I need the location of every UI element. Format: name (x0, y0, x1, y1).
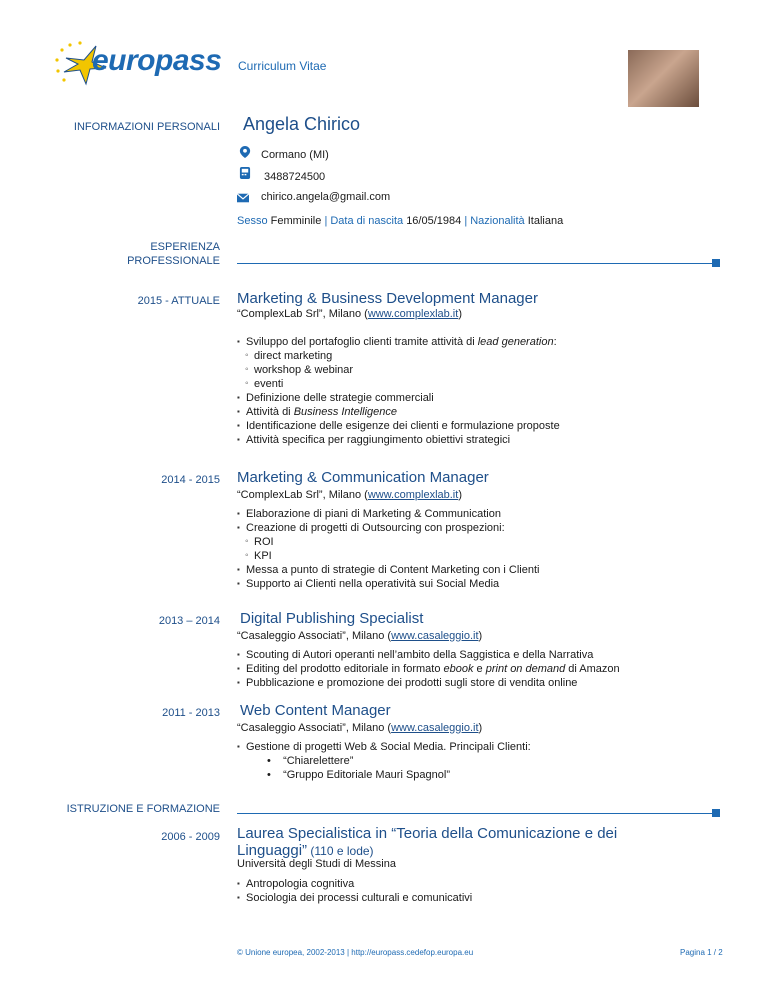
list-item: ▪ Editing del prodotto editoriale in formato ebook e print on demand di Amazon (237, 662, 707, 676)
job-duties (237, 648, 707, 690)
list-item: ▪ Messa a punto di strategie di Content Marketing con i Clienti (237, 563, 707, 577)
client-item: • “Gruppo Editoriale Mauri Spagnol” (267, 769, 450, 781)
job-employer (237, 488, 462, 502)
list-item: ▪ Antropologia cognitiva (237, 877, 707, 891)
employer-text: “Casaleggio Associati”, Milano ( (237, 630, 392, 642)
nationality-value: Italiana (527, 215, 564, 227)
job-title: Marketing & Communication Manager (237, 469, 489, 486)
job-duties (237, 740, 707, 782)
employer-text: “ComplexLab Srl”, Milano ( (237, 489, 368, 501)
employer-text: “ComplexLab Srl”, Milano ( (237, 308, 368, 320)
list-item: ◦ workshop & webinar (237, 363, 707, 377)
section-label-experience (50, 240, 220, 268)
employer-text: ) (478, 630, 483, 642)
section-label-personal: INFORMAZIONI PERSONALI (73, 121, 220, 133)
employer-link[interactable]: www.complexlab.it (367, 489, 459, 501)
list-item: ▪ Attività di Business Intelligence (237, 405, 707, 419)
job-period: 2013 – 2014 (158, 615, 220, 627)
profile-photo (628, 50, 699, 107)
phone-text: 3488724500 (264, 171, 326, 183)
birth-label: Data di nascita (330, 215, 404, 227)
education-title (237, 825, 707, 860)
logo-text: europass (92, 44, 222, 77)
section-label-line: ESPERIENZA (150, 241, 220, 253)
job-employer (237, 307, 462, 321)
job-title: Digital Publishing Specialist (240, 610, 424, 627)
education-period: 2006 - 2009 (161, 831, 220, 843)
job-employer (237, 629, 482, 643)
job-title: Marketing & Business Development Manager (237, 290, 538, 307)
section-divider (237, 263, 712, 264)
list-item: ▪ Identificazione delle esigenze dei clienti e formulazione proposte (237, 419, 707, 433)
list-item: ◦ KPI (237, 549, 707, 563)
list-item: ▪ Creazione di progetti di Outsourcing con prospezioni: (237, 521, 707, 535)
sex-label: Sesso (237, 215, 268, 227)
separator: | (324, 215, 328, 227)
list-item: ◦ direct marketing (237, 349, 707, 363)
job-period: 2015 - ATTUALE (137, 295, 220, 307)
education-title-line: Laurea Specialistica in “Teoria della Comunicazione e dei (237, 825, 618, 842)
list-item: ▪ Pubblicazione e promozione dei prodotti sugli store di vendita online (237, 676, 707, 690)
client-item: • “Chiarelettere” (267, 755, 354, 767)
document-subtitle: Curriculum Vitae (238, 59, 327, 73)
employer-text: “Casaleggio Associati”, Milano ( (237, 722, 392, 734)
job-period: 2011 - 2013 (162, 707, 220, 719)
list-item: ▪ Supporto ai Clienti nella operatività sui Social Media (237, 577, 707, 591)
list-item: ▪ Definizione delle strategie commerciali (237, 391, 707, 405)
email-icon (237, 192, 249, 204)
employer-text: ) (458, 489, 462, 501)
europass-logo (52, 38, 227, 88)
person-name: Angela Chirico (243, 114, 361, 134)
employer-link[interactable]: www.casaleggio.it (391, 630, 479, 642)
list-item: ▪ Sociologia dei processi culturali e comunicativi (237, 891, 707, 905)
phone-icon (239, 167, 251, 179)
section-divider-square (712, 259, 720, 267)
list-item: ◦ ROI (237, 535, 707, 549)
employer-link[interactable]: www.casaleggio.it (391, 722, 479, 734)
footer-copyright: © Unione europea, 2002-2013 | http://europass.cedefop.europa.eu (237, 948, 474, 957)
education-subjects (237, 877, 707, 905)
list-item: ▪ Gestione di progetti Web & Social Media. Principali Clienti: (237, 740, 707, 754)
education-school: Università degli Studi di Messina (237, 858, 396, 870)
job-duties (237, 507, 707, 591)
job-duties (237, 335, 707, 447)
education-title-line: Linguaggi” (110 e lode) (237, 842, 374, 859)
job-period: 2014 - 2015 (161, 474, 220, 486)
sex-value: Femminile (270, 215, 322, 227)
personal-details-line (237, 214, 563, 228)
list-item: ▪ Sviluppo del portafoglio clienti tramite attività di lead generation: (237, 335, 707, 349)
list-item: ▪ Elaborazione di piani di Marketing & Communication (237, 507, 707, 521)
location-text: Cormano (MI) (261, 149, 329, 161)
footer-page-number: Pagina 1 / 2 (680, 948, 723, 957)
location-pin-icon (239, 146, 251, 158)
employer-link[interactable]: www.complexlab.it (367, 308, 459, 320)
list-item: ▪ Scouting di Autori operanti nell’ambito della Saggistica e della Narrativa (237, 648, 707, 662)
employer-text: ) (478, 722, 483, 734)
job-employer (237, 721, 482, 735)
nationality-label: Nazionalità (470, 215, 525, 227)
section-divider-square (712, 809, 720, 817)
section-label-education: ISTRUZIONE E FORMAZIONE (66, 803, 220, 815)
section-divider (237, 813, 712, 814)
section-label-line: PROFESSIONALE (127, 255, 220, 267)
list-item: ◦ eventi (237, 377, 707, 391)
employer-text: ) (458, 308, 462, 320)
list-item: ▪ Attività specifica per raggiungimento obiettivi strategici (237, 433, 707, 447)
job-title: Web Content Manager (240, 702, 391, 719)
separator: | (464, 215, 468, 227)
email-text[interactable]: chirico.angela@gmail.com (261, 191, 391, 203)
birth-value: 16/05/1984 (406, 215, 462, 227)
